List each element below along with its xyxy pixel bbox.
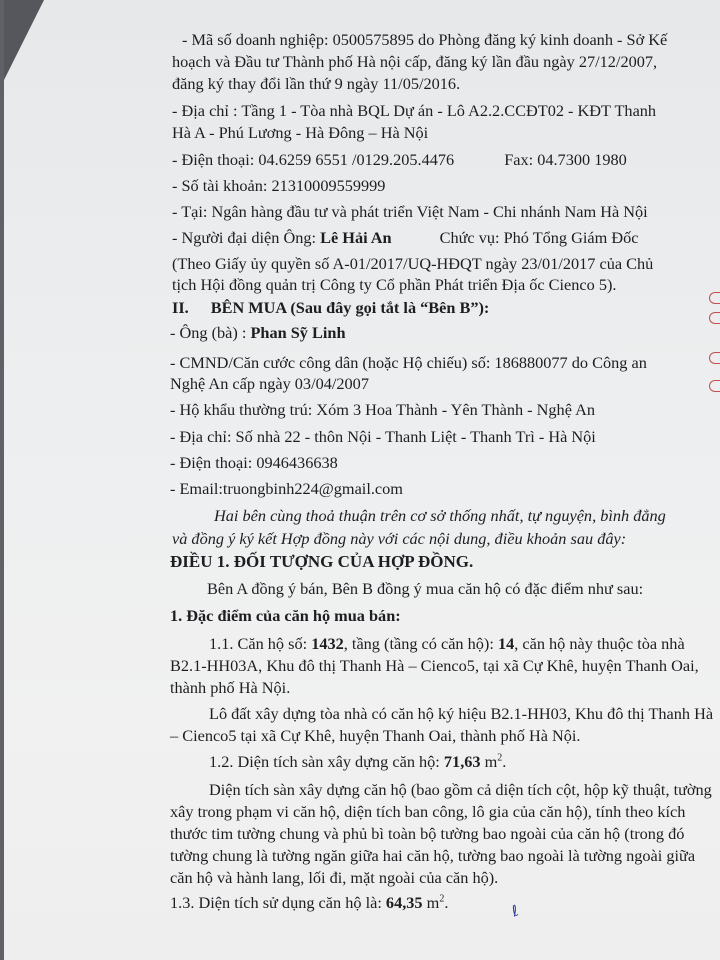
phone-line xyxy=(172,150,627,170)
rep-label: - Người đại diện Ông: xyxy=(172,228,317,247)
fax: Fax: 04.7300 1980 xyxy=(504,150,627,169)
party-b-heading: II. BÊN MUA (Sau đây gọi tắt là “Bên B”): xyxy=(172,298,490,317)
buyer-email-line: - Email:truongbinh224@gmail.com xyxy=(170,479,403,498)
edge-stamp-mark xyxy=(709,380,720,392)
bank-line: - Tại: Ngân hàng đầu tư và phát triển Việt Nam - Chi nhánh Nam Hà Nội xyxy=(172,202,648,221)
edge-stamp-mark xyxy=(709,352,720,364)
pen-mark: ℓ xyxy=(509,901,522,921)
tax-id-line: - Mã số doanh nghiệp: 0500575895 do Phòng đăng ký kinh doanh - Sở Kế xyxy=(182,30,668,49)
area-description-line-4: tường chung là tường ngăn giữa hai căn hộ, tường bao ngoài là tường ngoài giữa xyxy=(170,846,696,865)
phone: - Điện thoại: 04.6259 6551 /0129.205.4476 xyxy=(172,150,455,169)
apartment-line-3: thành phố Hà Nội. xyxy=(170,678,291,697)
rep-name: Lê Hải An xyxy=(320,228,392,247)
address-line-2: Hà A - Phú Lương - Hà Đông – Hà Nội xyxy=(172,123,429,142)
household-line: - Hộ khẩu thường trú: Xóm 3 Hoa Thành - Yên Thành - Nghệ An xyxy=(170,400,595,419)
floor-area-value: 71,63 xyxy=(443,752,481,771)
account-line: - Số tài khoản: 21310009559999 xyxy=(172,176,386,195)
tax-id-line-3: đăng ký thay đổi lần thứ 9 ngày 11/05/2016. xyxy=(172,74,461,93)
rep-position: Chức vụ: Phó Tổng Giám Đốc xyxy=(439,228,639,247)
floor-area-line: 1.2. Diện tích sàn xây dựng căn hộ: 71,63 $m^2$. xyxy=(209,752,507,771)
page-fold xyxy=(4,0,44,80)
usable-area-value: 64,35 xyxy=(385,893,423,912)
buyer-name-line: - Ông (bà) : Phan Sỹ Linh xyxy=(170,323,346,342)
usable-area-line: 1.3. Diện tích sử dụng căn hộ là: 64,35 $m^2$. xyxy=(170,893,449,912)
address-line: - Địa chỉ : Tầng 1 - Tòa nhà BQL Dự án - Lô A2.2.CCĐT02 - KĐT Thanh xyxy=(172,101,657,120)
area-description-line-5: căn hộ và hành lang, lối đi, mặt ngoài của căn hộ). xyxy=(170,868,499,887)
section-1-heading: 1. Đặc điểm của căn hộ mua bán: xyxy=(170,606,401,625)
document-page xyxy=(4,0,720,960)
id-card-line: - CMND/Căn cước công dân (hoặc Hộ chiếu) số: 186880077 do Công an xyxy=(170,353,647,372)
authorization-line-2: tịch Hội đồng quản trị Công ty Cổ phần Phát triển Địa ốc Cienco 5). xyxy=(172,275,617,294)
article-1-intro: Bên A đồng ý bán, Bên B đồng ý mua căn hộ có đặc điểm như sau: xyxy=(207,579,644,598)
authorization-line: (Theo Giấy ủy quyền số A-01/2017/UQ-HĐQT ngày 23/01/2017 của Chủ xyxy=(172,254,654,273)
id-card-line-2: Nghệ An cấp ngày 03/04/2007 xyxy=(170,374,369,393)
tax-id-line-2: hoạch và Đầu tư Thành phố Hà nội cấp, đăng ký lần đầu ngày 27/12/2007, xyxy=(172,52,658,71)
apartment-line-2: B2.1-HH03A, Khu đô thị Thanh Hà – Cienco5, tại xã Cự Khê, huyện Thanh Oai, xyxy=(170,656,699,675)
floor-number: 14 xyxy=(497,634,515,653)
area-description-line-2: xây trong phạm vi căn hộ, diện tích ban công, lô gia của căn hộ), tính theo kích xyxy=(170,802,686,821)
area-description-line-3: thước tim tường chung và phủ bì toàn bộ tường bao ngoài của căn hộ (trong đó xyxy=(170,824,685,843)
buyer-name: Phan Sỹ Linh xyxy=(250,323,346,342)
apartment-number: 1432 xyxy=(311,634,344,653)
land-lot-line: Lô đất xây dựng tòa nhà có căn hộ ký hiệu B2.1-HH03, Khu đô thị Thanh Hà xyxy=(209,704,714,723)
edge-stamp-mark xyxy=(709,292,720,304)
buyer-address-line: - Địa chỉ: Số nhà 22 - thôn Nội - Thanh Liệt - Thanh Trì - Hà Nội xyxy=(170,427,596,446)
land-lot-line-2: – Cienco5 tại xã Cự Khê, huyện Thanh Oai, thành phố Hà Nội. xyxy=(170,726,581,745)
edge-stamp-mark xyxy=(709,312,720,324)
article-1-heading: ĐIỀU 1. ĐỐI TƯỢNG CỦA HỢP ĐỒNG. xyxy=(170,552,474,571)
agreement-line: Hai bên cùng thoả thuận trên cơ sở thống nhất, tự nguyện, bình đẳng xyxy=(214,506,666,525)
representative-line xyxy=(172,228,639,248)
buyer-phone-line: - Điện thoại: 0946436638 xyxy=(170,453,338,472)
area-description-line: Diện tích sàn xây dựng căn hộ (bao gồm cả diện tích cột, hộp kỹ thuật, tường xyxy=(209,780,712,799)
apartment-line: 1.1. Căn hộ số: 1432, tầng (tầng có căn hộ): 14, căn hộ này thuộc tòa nhà xyxy=(209,634,685,653)
agreement-line-2: và đồng ý ký kết Hợp đồng này với các nội dung, điều khoản sau đây: xyxy=(172,529,627,548)
